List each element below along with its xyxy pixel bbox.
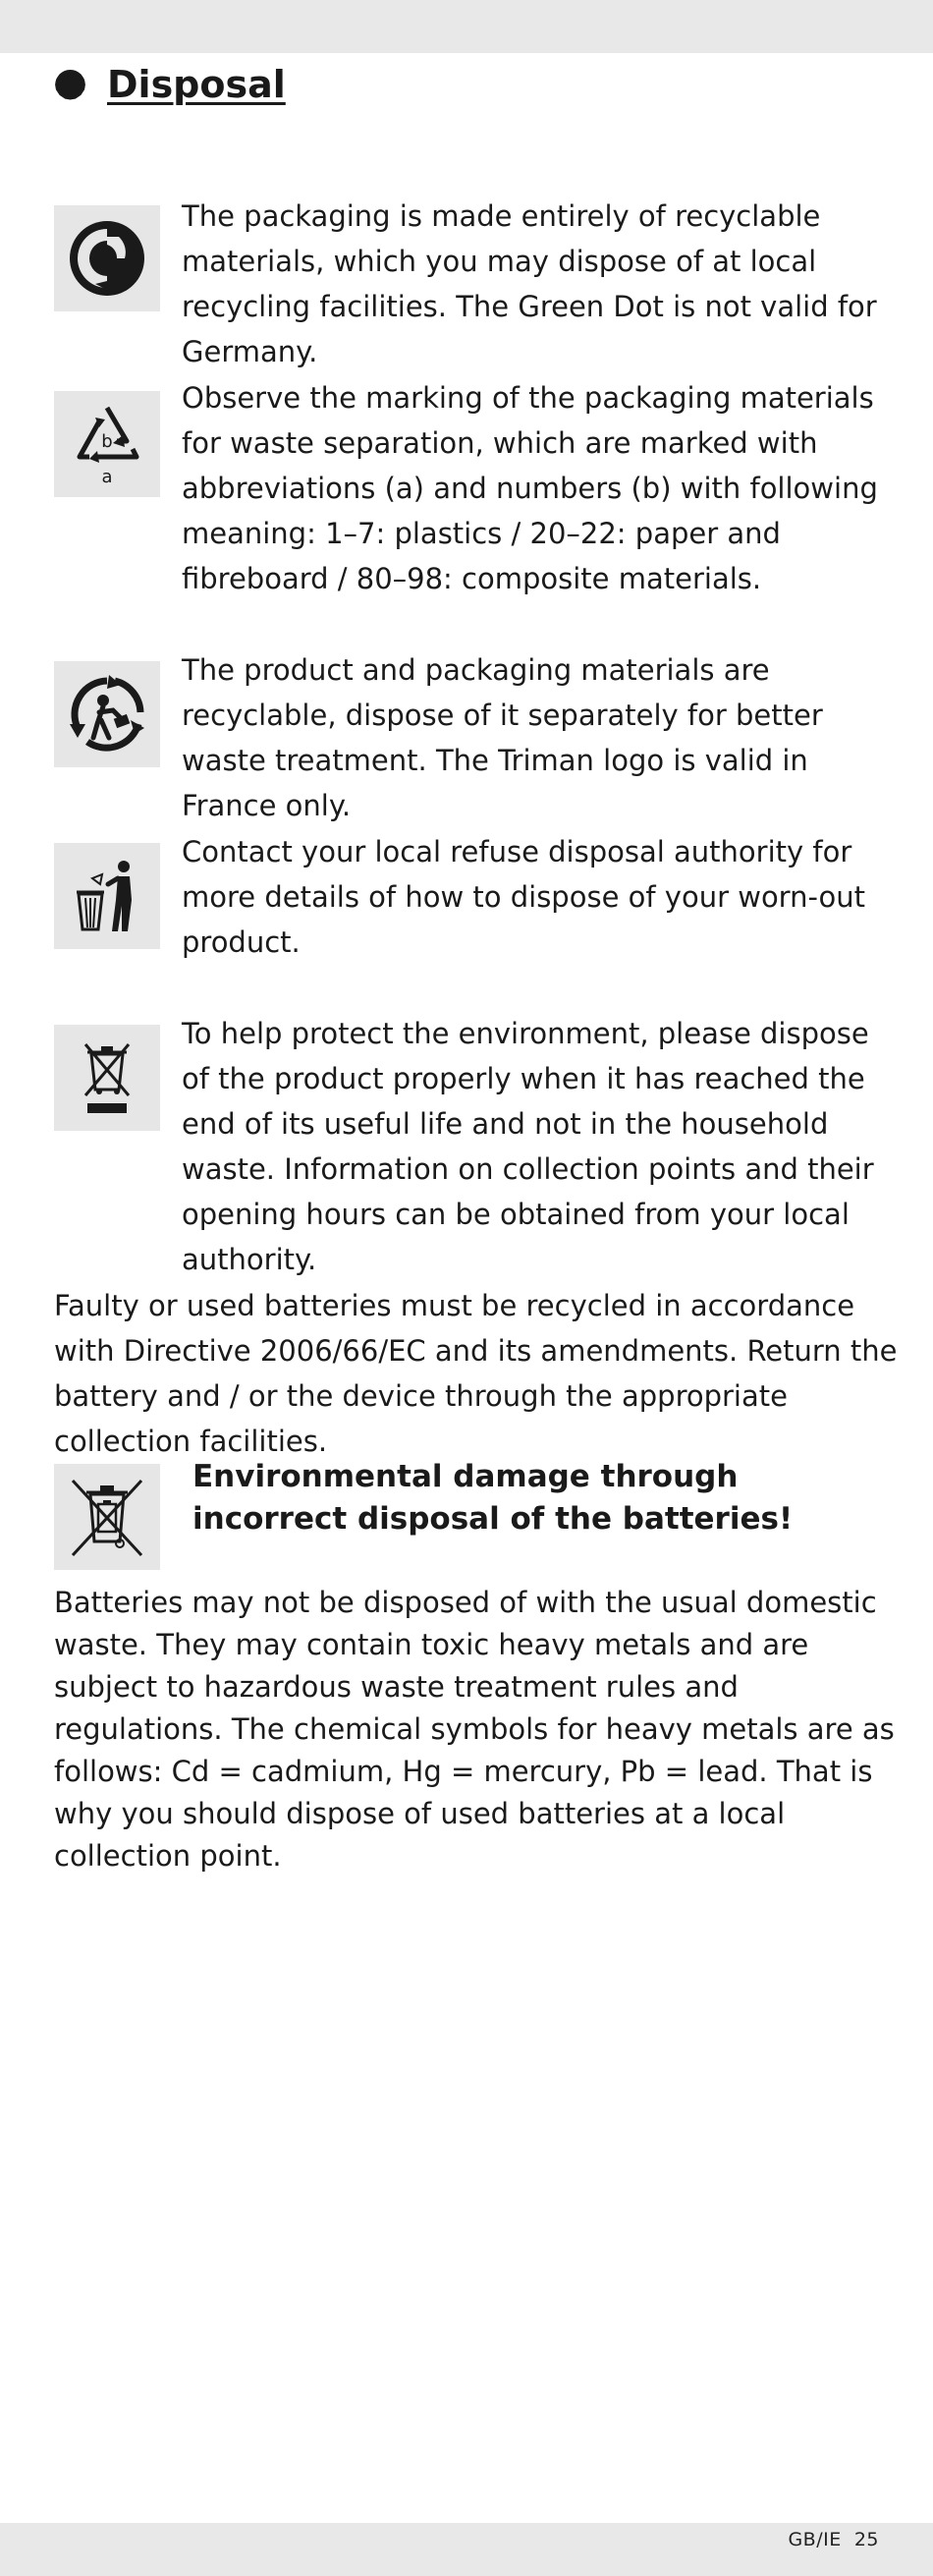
footer-page-number: 25 — [853, 2529, 879, 2550]
recycling-code-text: Observe the marking of the packaging materials for waste separation, which are marked with abbreviations (a) and numbers (b) with following meaning: 1–7: plastics / 20–22: paper and fibreboard / 80–98: composite materials. — [182, 381, 878, 595]
batteries-directive-text: Faulty or used batteries must be recycled in accordance with Directive 2006/66/EC and its amendments. Return the battery and / or the device through the appropriate collection facilities. — [54, 1289, 898, 1458]
weee-crossed-bin-icon — [54, 1025, 160, 1131]
tidyman-text: Contact your local refuse disposal authority for more details of how to dispose of your worn-out product. — [182, 835, 865, 959]
warning-title: Environmental damage through incorrect disposal of the batteries! — [192, 1459, 794, 1537]
recycling-code-b-label: b — [101, 431, 113, 452]
page-title: Disposal — [107, 63, 286, 106]
green-dot-icon — [54, 205, 160, 311]
bullet-icon — [55, 70, 85, 100]
recycling-code-a-label: a — [101, 467, 113, 487]
footer-region: GB/IE — [788, 2529, 842, 2550]
tidyman-icon — [54, 843, 160, 949]
recycling-code-icon — [54, 391, 160, 497]
triman-logo-icon — [54, 661, 160, 767]
green-dot-text: The packaging is made entirely of recyclable materials, which you may dispose of at local recycling facilities. The Green Dot is not valid for Germany. — [182, 199, 877, 368]
page-footer — [788, 2529, 879, 2550]
section-heading — [55, 63, 286, 106]
header-band — [0, 0, 933, 53]
battery-bin-crossed-icon — [54, 1464, 160, 1570]
weee-text: To help protect the environment, please dispose of the product properly when it has reached the end of its useful life and not in the household waste. Information on collection points and their opening hours can be obtained from your local authority. — [182, 1017, 874, 1276]
batteries-warning-text: Batteries may not be disposed of with the usual domestic waste. They may contain toxic heavy metals and are subject to hazardous waste treatment rules and regulations. The chemical symbols for heavy metals are as follows: Cd = cadmium, Hg = mercury, Pb = lead. That is why you should dispose of used batteries at a local collection point. — [54, 1586, 895, 1873]
triman-text: The product and packaging materials are recyclable, dispose of it separately for better waste treatment. The Triman logo is valid in France only. — [182, 653, 823, 822]
